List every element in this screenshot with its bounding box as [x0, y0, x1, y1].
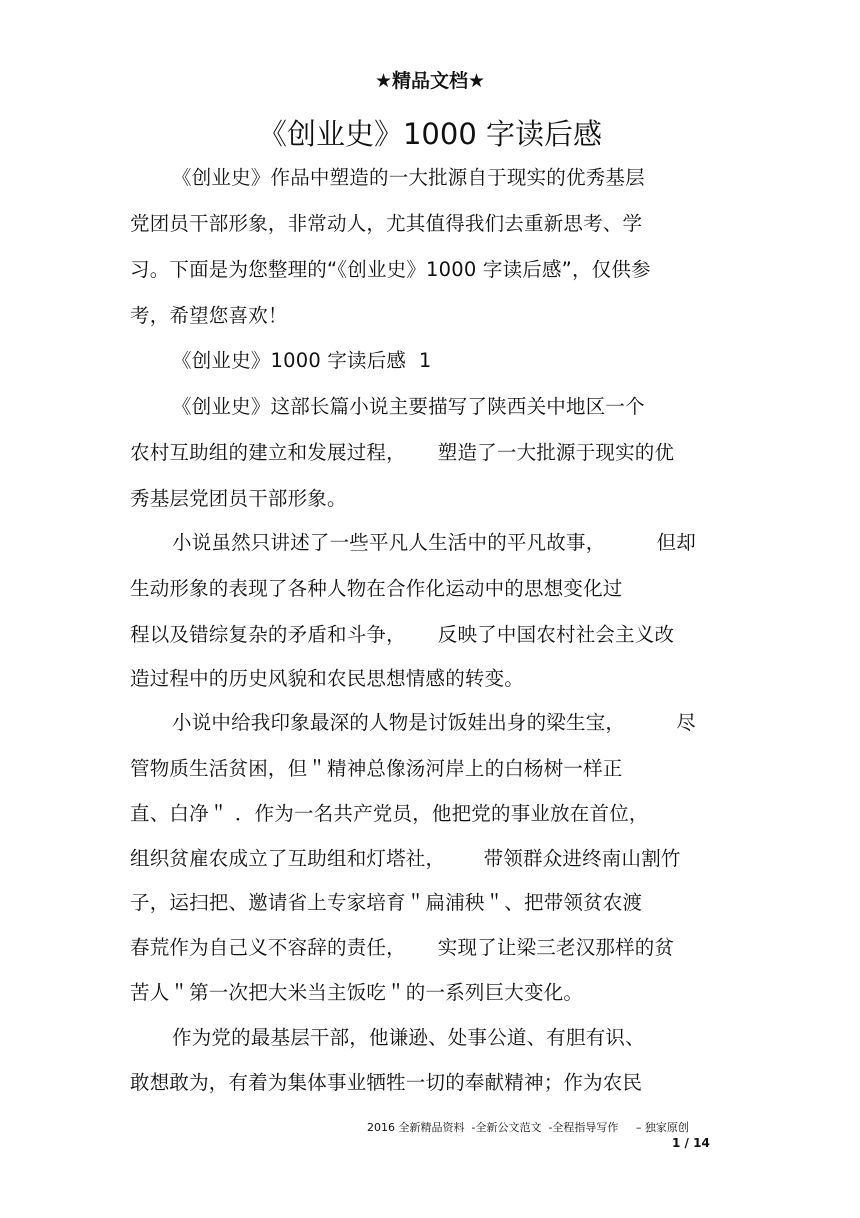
body-text-line: 小说中给我印象最深的人物是讨饭娃出身的梁生宝， 尽	[172, 711, 696, 734]
header-tag: ★精品文档★	[374, 70, 486, 92]
body-text-line: 直、白净＂ ．作为一名共产党员，他把党的事业放在首位，	[130, 802, 649, 825]
body-text-line: 春荒作为自己义不容辞的责任， 实现了让梁三老汉那样的贫	[130, 936, 675, 959]
document-title: 《创业史》1000 字读后感	[257, 117, 603, 151]
body-text-line: 小说虽然只讲述了一些平凡人生活中的平凡故事， 但却	[172, 531, 696, 554]
body-text-line: 考，希望您喜欢！	[130, 304, 288, 327]
body-text-line: 秀基层党团员干部形象。	[130, 487, 347, 510]
body-text-line: 作为党的最基层干部，他谦逊、处事公道、有胆有识、	[172, 1026, 645, 1049]
body-text-line: 程以及错综复杂的矛盾和斗争， 反映了中国农村社会主义改	[130, 623, 675, 646]
body-text-line: 农村互助组的建立和发展过程， 塑造了一大批源于现实的优	[130, 441, 675, 464]
body-text-line: 生动形象的表现了各种人物在合作化运动中的思想变化过	[130, 577, 623, 600]
page-number: 1 / 14	[672, 1136, 710, 1150]
body-text-line: 苦人＂第一次把大米当主饭吃＂的一系列巨大变化。	[130, 981, 584, 1004]
body-text-line: 组织贫雇农成立了互助组和灯塔社， 带领群众进终南山割竹	[130, 847, 681, 870]
body-text-line: 子，运扫把、邀请省上专家培育＂扁浦秧＂、把带领贫农渡	[130, 891, 643, 914]
body-text-line: 《创业史》作品中塑造的一大批源自于现实的优秀基层	[172, 166, 645, 189]
body-text-line: 《创业史》1000 字读后感 1	[172, 349, 432, 372]
body-text-line: 习。下面是为您整理的“《创业史》1000 字读后感”，仅供参	[130, 258, 651, 281]
footer-text: 2016 全新精品资料 -全新公文范文 -全程指导写作 – 独家原创	[367, 1121, 689, 1134]
body-text-line: 造过程中的历史风貌和农民思想情感的转变。	[130, 667, 525, 690]
body-text-line: 敢想敢为，有着为集体事业牺牲一切的奉献精神；作为农民	[130, 1071, 643, 1094]
body-text-line: 党团员干部形象，非常动人，尤其值得我们去重新思考、学	[130, 212, 643, 235]
body-text-line: 管物质生活贫困，但＂精神总像汤河岸上的白杨树一样正	[130, 757, 623, 780]
body-text-line: 《创业史》这部长篇小说主要描写了陕西关中地区一个	[172, 395, 645, 418]
